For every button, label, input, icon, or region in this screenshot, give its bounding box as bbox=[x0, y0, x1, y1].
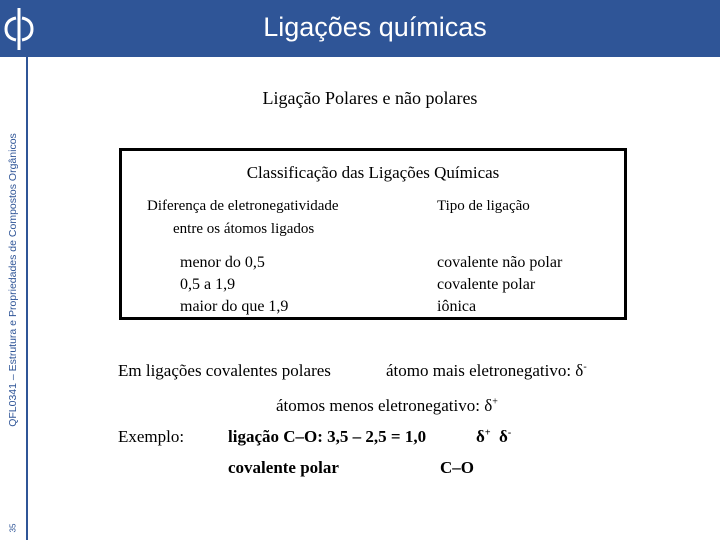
bond-type-value: covalente polar bbox=[437, 276, 536, 293]
column-header-type: Tipo de ligação bbox=[437, 198, 530, 214]
bond-calculation: ligação C–O: 3,5 – 2,5 = 1,0 bbox=[228, 427, 427, 446]
example-formula: C–O bbox=[440, 458, 474, 477]
example-result: covalente polar bbox=[228, 458, 339, 477]
column-header-difference: Diferença de eletronegatividade bbox=[147, 198, 339, 214]
example-label: Exemplo: bbox=[118, 427, 185, 446]
bond-type-value: covalente não polar bbox=[437, 254, 563, 271]
column-header-difference-line2: entre os átomos ligados bbox=[173, 221, 315, 237]
polar-intro: Em ligações covalentes polares bbox=[118, 361, 331, 380]
partial-charges: δ+ δ- bbox=[476, 427, 512, 446]
difference-value: menor do 0,5 bbox=[180, 254, 265, 271]
sidebar-divider bbox=[26, 57, 28, 540]
page-title: Ligações químicas bbox=[263, 12, 487, 42]
less-electronegative-note: átomos menos eletronegativo: δ+ bbox=[276, 396, 498, 415]
bond-type-value: iônica bbox=[437, 298, 477, 315]
header-bar bbox=[0, 0, 720, 57]
slide-subtitle: Ligação Polares e não polares bbox=[262, 88, 478, 108]
classification-table bbox=[119, 148, 627, 320]
difference-value: maior do que 1,9 bbox=[180, 298, 289, 315]
table-title: Classificação das Ligações Químicas bbox=[246, 163, 500, 182]
university-logo-icon bbox=[2, 6, 36, 52]
more-electronegative-note: átomo mais eletronegativo: δ- bbox=[386, 361, 587, 380]
course-name: QFL0341 – Estrutura e Propriedades de Compostos Orgânicos bbox=[7, 133, 19, 427]
difference-value: 0,5 a 1,9 bbox=[180, 276, 236, 293]
page-number: 35 bbox=[8, 523, 18, 533]
